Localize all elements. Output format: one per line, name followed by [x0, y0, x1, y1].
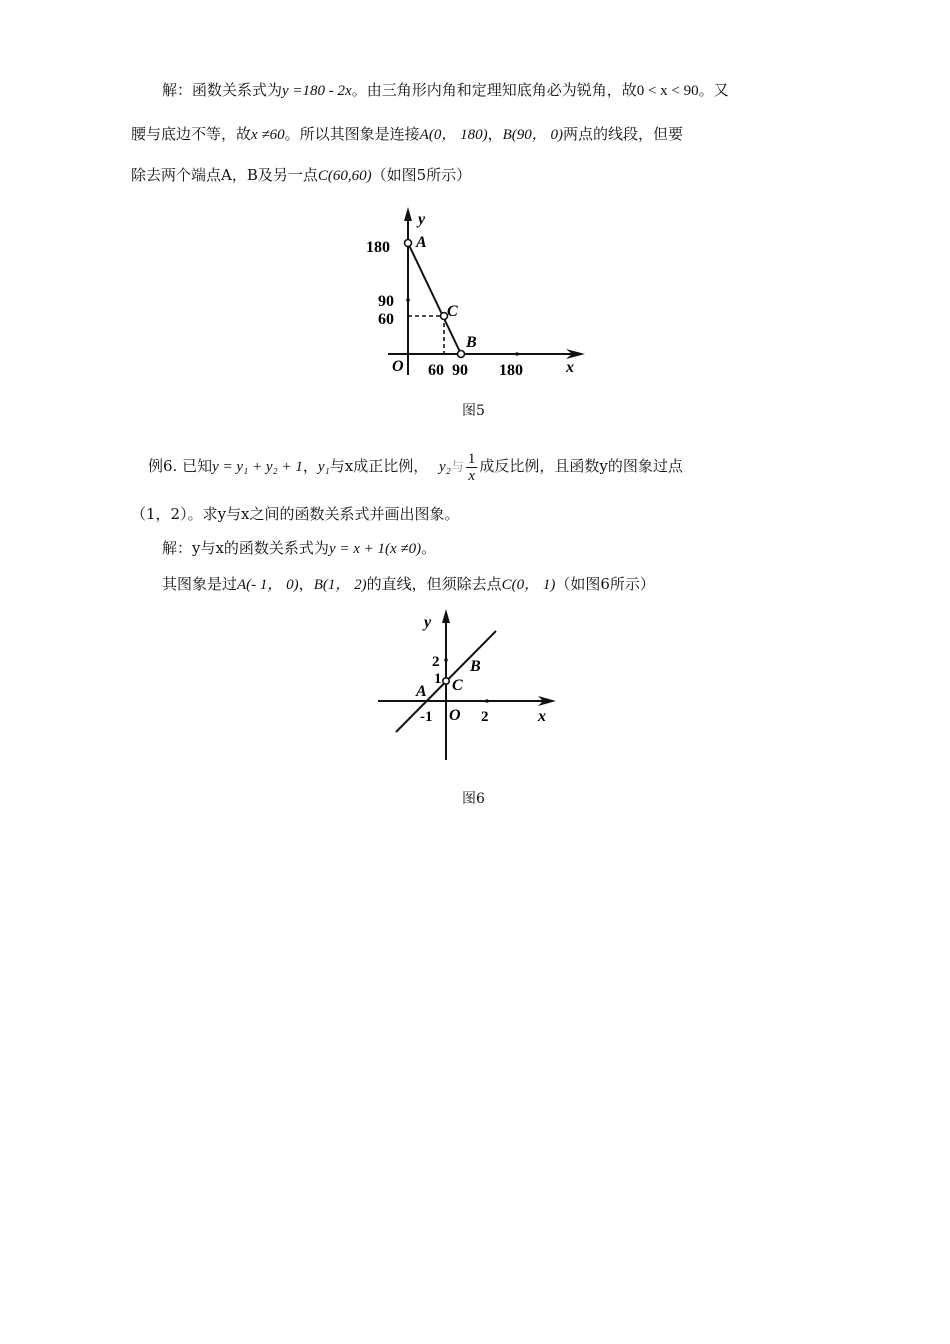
tick-90	[406, 298, 410, 302]
text: 两点的线段，但要	[563, 125, 684, 143]
x-tick-label: -1	[420, 709, 433, 725]
figure-5-caption: 图5	[462, 403, 485, 419]
text: ，	[302, 457, 318, 475]
text: （如图5所示）	[371, 166, 472, 184]
inequality: x ≠60	[251, 127, 285, 143]
equation: y = y₁ + y₂ + 1	[212, 459, 303, 475]
solution5-line2	[131, 124, 683, 145]
text: ，	[298, 575, 314, 593]
text: 成反比例，且函数y的图象过点	[479, 457, 683, 475]
tick-y-2	[444, 658, 448, 662]
equation: y = x + 1(x ≠0)	[328, 541, 422, 557]
open-point-c	[443, 678, 449, 684]
text: 例6. 已知	[148, 457, 213, 475]
point-c: C(0， 1)	[501, 577, 556, 593]
figure-6	[370, 605, 560, 765]
fraction-one-over-x	[466, 451, 478, 484]
example6-line3	[162, 538, 436, 559]
point-label-b: B	[470, 658, 481, 675]
x-tick-label: 180	[499, 362, 523, 379]
x-axis-label: x	[566, 359, 574, 376]
y1-symbol: y₁	[317, 459, 330, 475]
point-a: A(0， 180)	[419, 127, 488, 143]
figure-5	[360, 205, 590, 385]
fraction-denominator: x	[468, 467, 475, 484]
text: 与x成正比例，	[329, 457, 429, 475]
point-c: C(60,60)	[317, 168, 372, 184]
text: 。所以其图象是连接	[284, 125, 420, 143]
example6-line2: （1，2）。求y与x之间的函数关系式并画出图象。	[131, 505, 460, 523]
y-tick-label: 2	[432, 654, 440, 670]
open-point-a	[405, 240, 412, 247]
inequality: 0 < x < 90	[636, 83, 699, 99]
y-arrow-icon	[442, 609, 450, 623]
text: 腰与底边不等，故	[131, 125, 252, 143]
x-tick-label: 90	[452, 362, 468, 379]
point-label-c: C	[452, 677, 463, 694]
text: （如图6所示）	[555, 575, 655, 593]
y-tick-label: 1	[434, 671, 442, 687]
point-label-a: A	[416, 234, 427, 251]
open-point-b	[458, 351, 465, 358]
figure-6-caption: 图6	[462, 791, 485, 807]
text: 与	[450, 460, 464, 475]
equation: y =180 - 2x	[282, 83, 352, 99]
point-b: B(90， 0)	[502, 127, 563, 143]
text: 。由三角形内角和定理知底角必为锐角，故	[351, 81, 637, 99]
origin-label: O	[449, 707, 461, 724]
point-label-b: B	[466, 334, 477, 351]
solution5-line1	[162, 80, 729, 101]
point-a: A(- 1， 0)	[237, 577, 299, 593]
tick-180	[515, 352, 519, 356]
text: 解：y与x的函数关系式为	[162, 539, 329, 557]
segment-ab	[408, 243, 461, 354]
point-b: B(1， 2)	[313, 577, 367, 593]
x-tick-label: 2	[481, 709, 489, 725]
text: ，	[487, 125, 503, 143]
y-tick-label: 90	[378, 293, 394, 310]
y-arrow-icon	[404, 207, 412, 221]
y-tick-label: 180	[366, 239, 390, 256]
y-axis-label: y	[418, 211, 426, 228]
origin-label: O	[392, 358, 404, 375]
x-tick-label: 60	[428, 362, 444, 379]
solution5-line3	[131, 165, 471, 186]
text: 。又	[698, 81, 729, 99]
text: 解：函数关系式为	[162, 81, 283, 99]
tick-2	[485, 699, 489, 703]
text: 。	[421, 539, 437, 557]
y2-symbol: y₂	[439, 459, 451, 475]
text: 的直线，但须除去点	[366, 575, 502, 593]
point-label-a: A	[416, 683, 427, 700]
text: 除去两个端点A，B及另一点	[131, 166, 318, 184]
y-axis-label: y	[424, 614, 432, 631]
x-axis-label: x	[538, 708, 546, 725]
text: 其图象是过	[162, 575, 238, 593]
example6-line1	[148, 448, 683, 486]
y-tick-label: 60	[378, 311, 394, 328]
fraction-numerator: 1	[467, 450, 476, 467]
example6-line4	[162, 574, 655, 595]
point-label-c: C	[447, 303, 458, 320]
